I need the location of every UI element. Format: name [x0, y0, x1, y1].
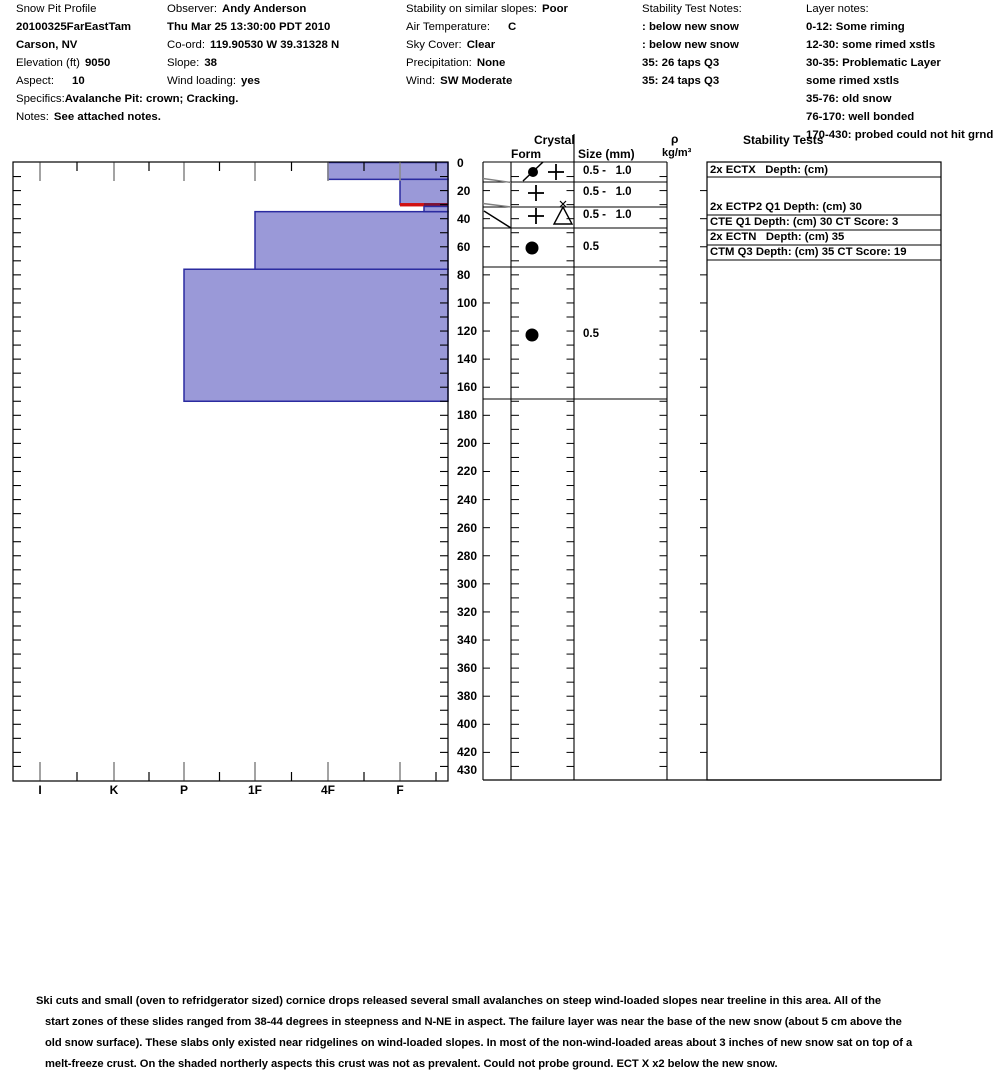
conditions-value: C: [508, 21, 517, 33]
stability-test-notes-line: [642, 20, 739, 34]
snow-layer-bar: [328, 163, 448, 180]
pit-info-line: [16, 74, 85, 88]
observation-info-label: Slope:: [167, 57, 200, 69]
depth-axis-label: 20: [457, 183, 471, 198]
filled-circle-symbol: [526, 329, 539, 342]
grain-size-value: 0.5 - 1.0: [583, 186, 632, 198]
density-units-header: kg/m³: [662, 147, 692, 159]
stability-test-result: 2x ECTX Depth: (cm): [710, 164, 829, 176]
snow-layer-bar: [184, 269, 448, 401]
depth-axis-label: 0: [457, 155, 464, 170]
stability-test-notes-line: [642, 38, 739, 52]
conditions-label: Wind:: [406, 75, 436, 87]
conditions-line: [406, 38, 495, 52]
stability-test-notes-line: [642, 2, 742, 16]
grain-size-value: 0.5 - 1.0: [583, 165, 632, 177]
depth-axis-label: 200: [457, 436, 478, 451]
depth-axis-label: 140: [457, 352, 478, 367]
conditions-label: Stability on similar slopes:: [406, 3, 538, 15]
pit-info-value: See attached notes.: [53, 111, 161, 123]
layer-notes-line: [806, 92, 891, 106]
hardness-axis-label: 4F: [320, 783, 335, 797]
depth-axis-label: 260: [457, 520, 478, 535]
crystal-column-header: Crystal: [534, 133, 575, 147]
stability-test-notes-line: [642, 56, 719, 70]
pit-info-label: Elevation (ft): [16, 57, 80, 69]
field-notes-line: melt-freeze crust. On the shaded northerly aspects this crust was not as prevalent. Could not probe ground. ECT X x2 below the new snow.: [45, 1058, 778, 1070]
grain-size-value: 0.5: [583, 328, 599, 340]
layer-notes-line: [806, 110, 914, 124]
grain-size-value: 0.5 - 1.0: [583, 209, 632, 221]
pit-info-value: Carson, NV: [16, 39, 78, 51]
layer-notes-value: 35-76: old snow: [806, 93, 892, 105]
layer-notes-line: [806, 38, 935, 52]
layer-notes-value: some rimed xstls: [806, 75, 900, 87]
depth-axis-label: 400: [457, 717, 478, 732]
conditions-label: Sky Cover:: [406, 39, 462, 51]
layer-notes-line: [806, 74, 899, 88]
layer-notes-value: 170-430: probed could not hit grnd: [806, 129, 994, 141]
stability-test-notes-value: : below new snow: [642, 21, 739, 33]
observation-info-value: 119.90530 W 39.31328 N: [209, 39, 340, 51]
depth-axis-label: 180: [457, 408, 478, 423]
stability-test-result: CTE Q1 Depth: (cm) 30 CT Score: 3: [710, 216, 899, 228]
pit-info-value: 20100325FarEastTam: [16, 21, 132, 33]
depth-axis-label: 40: [457, 211, 471, 226]
pit-info-line: [16, 110, 161, 124]
hardness-axis-label: 1F: [247, 783, 262, 797]
density-rho-header: ρ: [671, 132, 679, 146]
pit-info-value: 9050: [84, 57, 111, 69]
layer-notes-value: 0-12: Some riming: [806, 21, 905, 33]
snow-layer-bar-problematic: [424, 206, 448, 211]
depth-axis-label: 360: [457, 661, 478, 676]
snow-layer-bar: [400, 179, 448, 204]
layer-notes-line: [806, 56, 941, 70]
observation-info-value: Andy Anderson: [222, 3, 307, 15]
depth-axis-label: 430: [457, 763, 478, 777]
conditions-line: [406, 20, 516, 34]
conditions-line: [406, 2, 568, 16]
observation-info-label: Observer:: [167, 3, 218, 15]
layer-notes-line: [806, 128, 993, 142]
depth-axis-label: 80: [457, 267, 471, 282]
conditions-value: None: [476, 57, 506, 69]
pit-info-label: Specifics:: [16, 93, 65, 105]
observation-info-value: yes: [241, 75, 261, 87]
layer-notes-line: [806, 2, 869, 16]
slash-symbol: [523, 162, 543, 181]
pit-info-line: [16, 2, 96, 16]
pit-info-value: 10: [72, 75, 85, 87]
pit-info-line: [16, 20, 131, 34]
observation-info-label: Co-ord:: [167, 39, 205, 51]
depth-axis-label: 380: [457, 689, 478, 704]
depth-axis-label: 340: [457, 633, 478, 648]
size-column-header: Size (mm): [578, 147, 635, 161]
layer-notes-label: Layer notes:: [806, 3, 869, 15]
layer-notes-value: 30-35: Problematic Layer: [806, 57, 941, 69]
depth-axis-label: 240: [457, 492, 478, 507]
conditions-line: [406, 56, 505, 70]
failure-plane-line: [400, 203, 424, 206]
depth-axis-label: 60: [457, 239, 471, 254]
hardness-axis-label: K: [109, 783, 119, 797]
stability-test-result: CTM Q3 Depth: (cm) 35 CT Score: 19: [710, 246, 907, 258]
pit-info-line: [16, 92, 238, 106]
conditions-label: Precipitation:: [406, 57, 472, 69]
form-column-header: Form: [511, 147, 541, 161]
pit-info-line: [16, 38, 77, 52]
conditions-label: Air Temperature:: [406, 21, 490, 33]
observation-info-label: Wind loading:: [167, 75, 237, 87]
depth-axis-label: 120: [457, 324, 478, 339]
stability-test-notes-value: 35: 24 taps Q3: [642, 75, 720, 87]
hardness-axis-label: P: [179, 783, 188, 797]
observation-info-line: [167, 74, 260, 88]
depth-axis-label: 220: [457, 464, 478, 479]
field-notes-line: Ski cuts and small (oven to refridgerator sized) cornice drops released several small avalanches on steep wind-loaded slopes near treeline in this area. All of the: [36, 995, 882, 1007]
snow-layer-bar: [255, 212, 448, 270]
pit-info-label: Snow Pit Profile: [16, 3, 97, 15]
observation-info-value: 38: [204, 57, 217, 69]
depth-axis-label: 300: [457, 576, 478, 591]
observation-info-line: [167, 56, 217, 70]
conditions-value: Clear: [466, 39, 496, 51]
stability-test-notes-value: : below new snow: [642, 39, 739, 51]
hardness-axis-label: I: [38, 783, 42, 797]
stability-test-notes-value: 35: 26 taps Q3: [642, 57, 720, 69]
observation-info-value: Thu Mar 25 13:30:00 PDT 2010: [167, 21, 331, 33]
layer-connector-line: [484, 211, 511, 228]
conditions-value: Poor: [542, 3, 568, 15]
observation-info-line: [167, 2, 306, 16]
stability-test-result: 2x ECTN Depth: (cm) 35: [710, 231, 845, 243]
depth-axis-label: 320: [457, 604, 478, 619]
pit-info-line: [16, 56, 110, 70]
depth-axis-label: 100: [457, 295, 478, 310]
stability-test-result: 2x ECTP2 Q1 Depth: (cm) 30: [710, 201, 862, 213]
layer-notes-value: 12-30: some rimed xstls: [806, 39, 936, 51]
conditions-value: SW Moderate: [440, 75, 513, 87]
grain-size-value: 0.5: [583, 241, 599, 253]
stability-tests-header: Stability Tests: [743, 133, 824, 147]
stability-test-notes-line: [642, 74, 719, 88]
depth-axis-label: 420: [457, 745, 478, 760]
conditions-line: [406, 74, 512, 88]
observation-info-line: [167, 20, 330, 34]
triangle-symbol: [554, 207, 572, 224]
field-notes-line: start zones of these slides ranged from 38-44 degrees in steepness and N-NE in aspect. The failure layer was near the base of the new snow (about 5 cm above the: [45, 1016, 902, 1028]
pit-info-label: Aspect:: [16, 75, 54, 87]
layer-notes-line: [806, 20, 905, 34]
field-notes-line: old snow surface). These slabs only existed near ridgelines on wind-loaded slopes. In most of the non-wind-loaded areas about 3 inches of new snow sat on top of a: [45, 1037, 913, 1049]
depth-axis-label: 280: [457, 548, 478, 563]
pit-info-value: Avalanche Pit: crown; Cracking.: [64, 93, 239, 105]
stability-test-notes-label: Stability Test Notes:: [642, 3, 742, 15]
hardness-axis-label: F: [396, 783, 404, 797]
depth-axis-label: 160: [457, 380, 478, 395]
pit-info-label: Notes:: [16, 111, 49, 123]
filled-circle-symbol: [526, 242, 539, 255]
layer-notes-value: 76-170: well bonded: [806, 111, 915, 123]
observation-info-line: [167, 38, 339, 52]
